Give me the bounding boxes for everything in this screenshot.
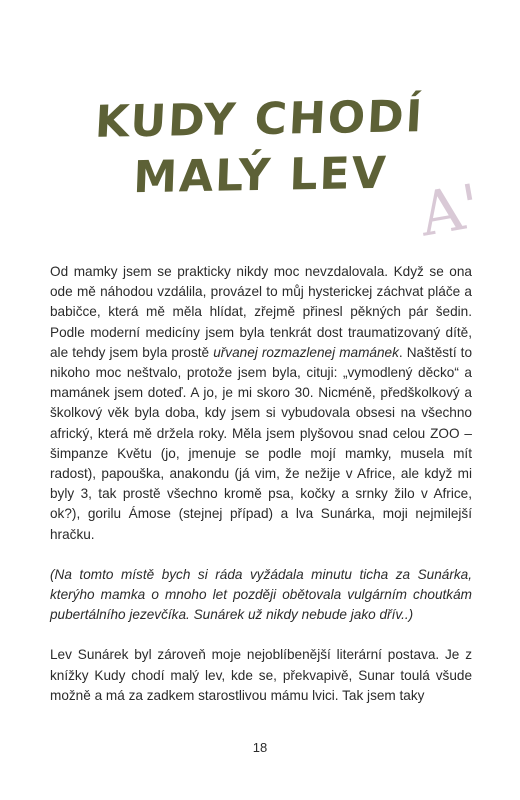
- body-text: [50, 262, 472, 706]
- paragraph-2: (Na tomto místě bych si ráda vyžádala minutu ticha za Sunárka, kterýho mamka o mnoho let později obětovala vulgárním choutkám pubertálního jezevčíka. Sunárek už nikdy nebude jako dřív..): [50, 566, 472, 623]
- chapter-title-line-2: MALÝ LEV: [132, 147, 389, 204]
- paragraph-1-part-1: Od mamky jsem se prakticky nikdy moc nevzdalovala. Když se ona ode mě náhodou vzdálila, provázel to můj hysterickej záchvat pláče a babičce, která mě měla hlídat, zřejmě přinesl pěkných pár šedin. Podle moderní medicíny jsem byla tenkrát dost traumatizovaný dítě, ale tehdy jsem byla prostě: [50, 264, 472, 360]
- paragraph-1-part-2: . Naštěstí to nikoho moc neštvalo, protože jsem byla, cituji: „vymodlený děcko“ a mamánek jsem doteď. A jo, je mi skoro 30. Nicméně, předškolkový a školkový věk byla doba, kdy jsem si vybudovala obsesi na všechno africký, která mě držela roky. Měla jsem plyšovou snad celou ZOO – šimpanze Květu (jo, jmenuje se podle mojí mamky, musela mít radost), papouška, anakondu (já vim, že nežije v Africe, ale když mi byly 3, tak prostě všechno kromě psa, kočky a srnky žilo v Africe, ok?), gorilu Ámose (stejnej případ) a lva Sunárka, moji nejmilejší hračku.: [50, 344, 473, 542]
- paragraph-1: [50, 262, 472, 545]
- paragraph-3: Lev Sunárek byl zároveň moje nejoblíbenější literární postava. Je z knížky Kudy chodí malý lev, kde se, překvapivě, Sunar toulá všude možně a má za zadkem starostlivou mámu lvici. Tak jsem taky: [50, 647, 472, 703]
- decorative-letter-mark: A': [414, 171, 486, 251]
- page-number: 18: [252, 740, 268, 755]
- chapter-title-line-1: KUDY CHODÍ: [93, 91, 426, 148]
- paragraph-1-italic: uřvanej rozmazlenej mamánek: [213, 344, 399, 360]
